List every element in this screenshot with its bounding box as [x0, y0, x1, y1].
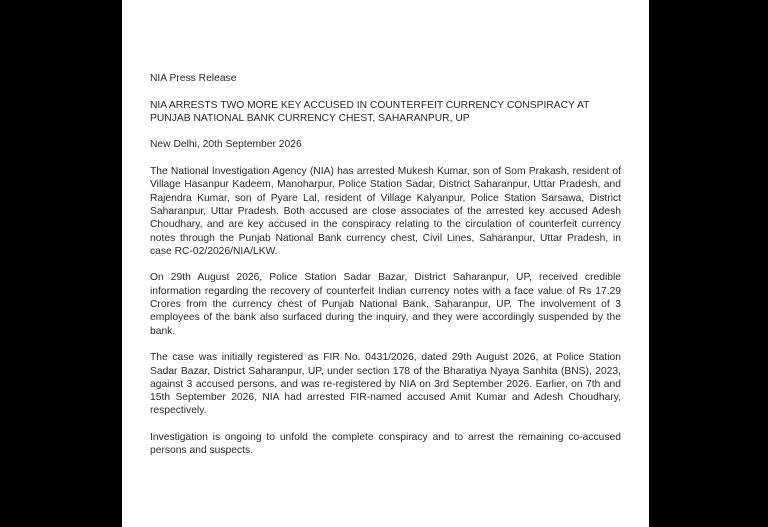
release-label: NIA Press Release [150, 73, 237, 84]
body-paragraph-2: On 29th August 2026, Police Station Sadar Bazar, District Saharanpur, UP, received credible information regarding the recovery of counterfeit Indian currency notes with a face value of Rs 17.29 Crores from the currency chest of Punjab National Bank, Saharanpur, UP. The involvement of 3 employees of the bank also surfaced during the inquiry, and they were accordingly suspended by the bank. [150, 272, 621, 337]
release-dateline: New Delhi, 20th September 2026 [150, 139, 302, 151]
body-paragraph-1: The National Investigation Agency (NIA) has arrested Mukesh Kumar, son of Som Prakash, resident of Village Hasanpur Kadeem, Manoharpur, Police Station Sadar, District Saharanpur, Uttar Pradesh, and Rajendra Kumar, son of Pyare Lal, resident of Village Kalyanpur, Police Station Sarsawa, District Saharanpur, Uttar Pradesh. Both accused are close associates of the arrested key accused Adesh Choudhary, and are key accused in the conspiracy relating to the circulation of counterfeit currency notes through the Punjab National Bank currency chest, Civil Lines, Saharanpur, Uttar Pradesh, in case RC-02/2026/NIA/LKW. [150, 166, 621, 257]
body-paragraph-4: Investigation is ongoing to unfold the complete conspiracy and to arrest the remaining co-accused persons and suspects. [150, 432, 621, 457]
body-paragraph-3: The case was initially registered as FIR No. 0431/2026, dated 29th August 2026, at Police Station Sadar Bazar, District Saharanpur, UP, under section 178 of the Bharatiya Nyaya Sanhita (BNS), 2023, against 3 accused persons, and was re-registered by NIA on 3rd September 2026. Earlier, on 7th and 15th September 2026, NIA had arrested FIR-named accused Amit Kumar and Adesh Choudhary, respectively. [150, 352, 621, 417]
press-release-page [122, 0, 649, 527]
release-headline: NIA ARRESTS TWO MORE KEY ACCUSED IN COUNTERFEIT CURRENCY CONSPIRACY AT PUNJAB NATIONAL BANK CURRENCY CHEST, SAHARANPUR, UP [150, 99, 590, 124]
